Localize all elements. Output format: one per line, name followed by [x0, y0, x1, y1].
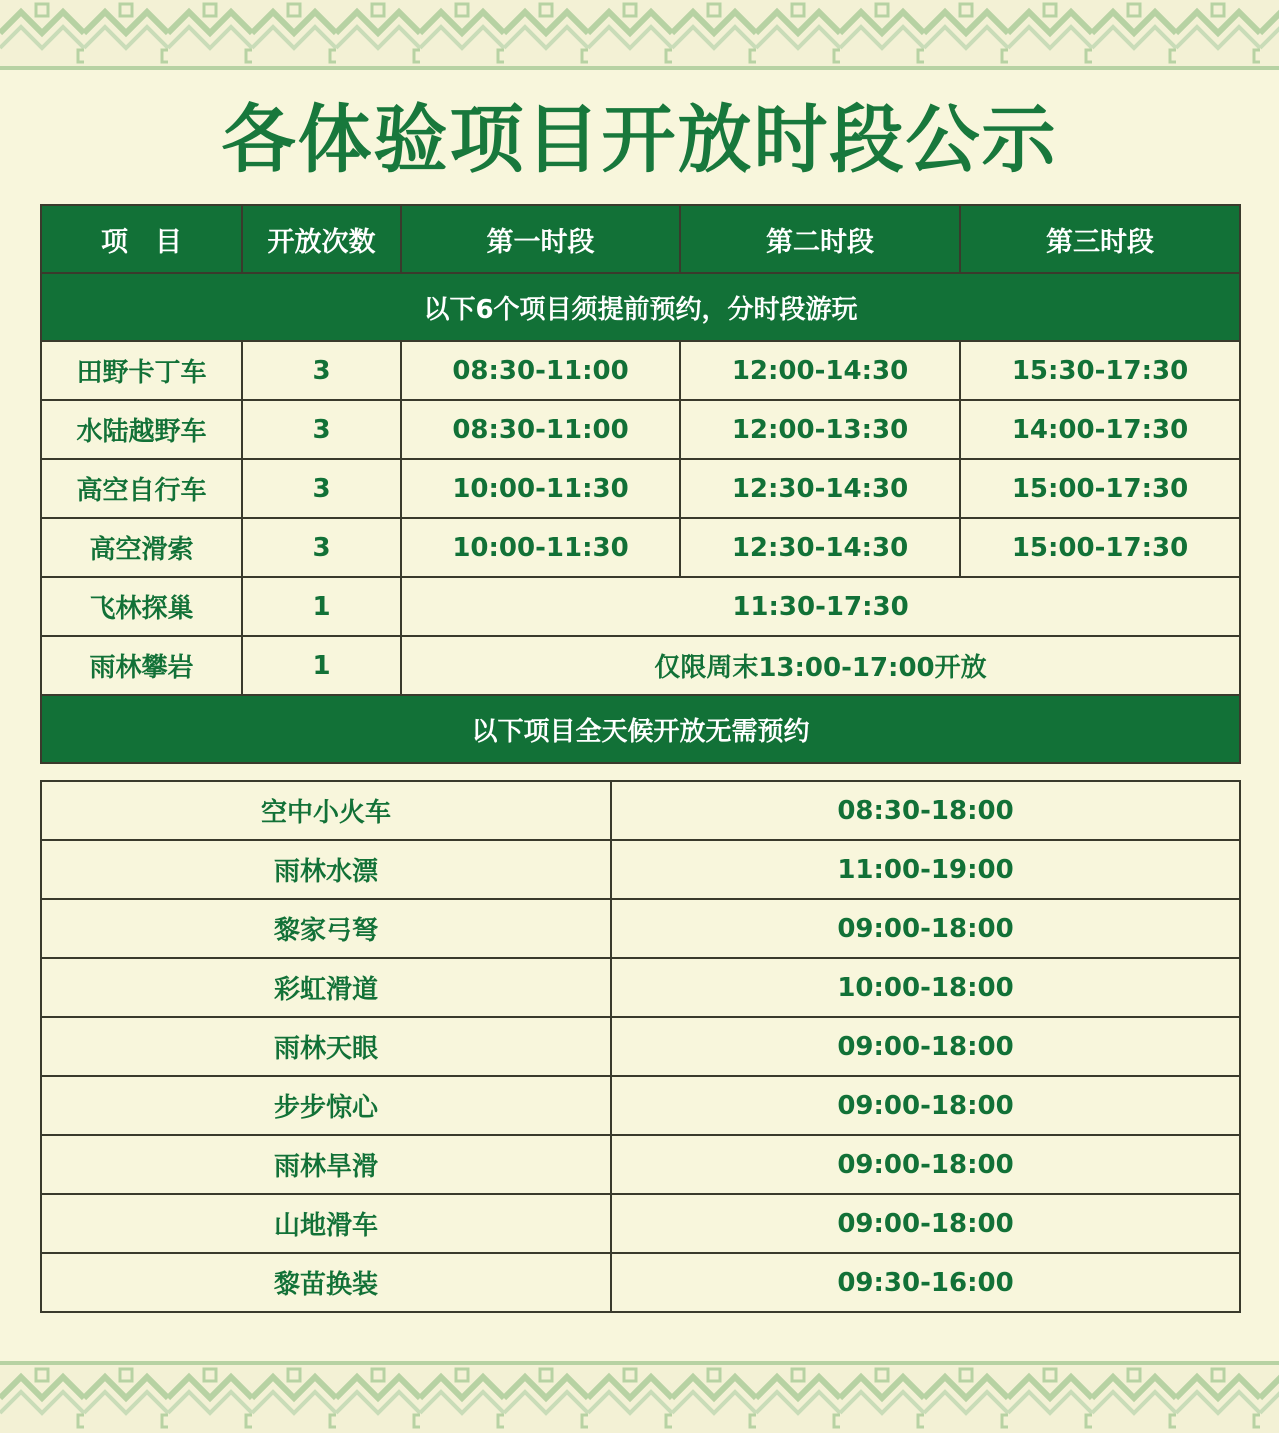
- open-item-hours: 09:00-18:00: [611, 899, 1240, 958]
- bottom-decorative-border: [0, 1361, 1279, 1433]
- header-slot-1: 第一时段: [401, 205, 680, 273]
- table-row: [41, 958, 1240, 1017]
- item-count: 1: [242, 636, 401, 695]
- table-row: [41, 1194, 1240, 1253]
- table-row: [41, 1076, 1240, 1135]
- table-row: [41, 400, 1240, 459]
- item-slot-2: 12:30-14:30: [680, 518, 960, 577]
- item-name: 飞林探巢: [41, 577, 242, 636]
- reservation-band-row: [41, 273, 1240, 341]
- table-row: [41, 1253, 1240, 1312]
- all-day-table: [40, 780, 1241, 1313]
- open-item-hours: 09:00-18:00: [611, 1194, 1240, 1253]
- item-slot-3: 14:00-17:30: [960, 400, 1240, 459]
- item-count: 3: [242, 459, 401, 518]
- reservation-band: 以下6个项目须提前预约，分时段游玩: [41, 273, 1240, 341]
- item-count: 3: [242, 400, 401, 459]
- open-item-name: 彩虹滑道: [41, 958, 611, 1017]
- open-band: 以下项目全天候开放无需预约: [41, 695, 1240, 763]
- pattern-border-icon: [0, 1365, 1279, 1429]
- item-merged-slot: 仅限周末13:00-17:00开放: [401, 636, 1240, 695]
- open-item-name: 山地滑车: [41, 1194, 611, 1253]
- top-decorative-border: [0, 0, 1279, 70]
- table-row: [41, 1017, 1240, 1076]
- open-item-name: 雨林天眼: [41, 1017, 611, 1076]
- item-count: 3: [242, 341, 401, 400]
- item-name: 水陆越野车: [41, 400, 242, 459]
- open-item-hours: 09:30-16:00: [611, 1253, 1240, 1312]
- item-slot-1: 10:00-11:30: [401, 518, 680, 577]
- item-name: 田野卡丁车: [41, 341, 242, 400]
- item-count: 1: [242, 577, 401, 636]
- item-slot-2: 12:00-14:30: [680, 341, 960, 400]
- item-slot-3: 15:00-17:30: [960, 518, 1240, 577]
- item-name: 高空自行车: [41, 459, 242, 518]
- open-item-name: 空中小火车: [41, 781, 611, 840]
- open-item-name: 雨林水漂: [41, 840, 611, 899]
- item-merged-slot: 11:30-17:30: [401, 577, 1240, 636]
- open-item-hours: 09:00-18:00: [611, 1017, 1240, 1076]
- item-slot-3: 15:00-17:30: [960, 459, 1240, 518]
- item-slot-2: 12:30-14:30: [680, 459, 960, 518]
- table-row: [41, 1135, 1240, 1194]
- open-item-hours: 08:30-18:00: [611, 781, 1240, 840]
- item-name: 雨林攀岩: [41, 636, 242, 695]
- header-slot-2: 第二时段: [680, 205, 960, 273]
- open-item-name: 步步惊心: [41, 1076, 611, 1135]
- open-item-name: 黎苗换装: [41, 1253, 611, 1312]
- page-title: 各体验项目开放时段公示: [221, 97, 1058, 183]
- table-row: [41, 577, 1240, 636]
- item-slot-3: 15:30-17:30: [960, 341, 1240, 400]
- table-row: [41, 781, 1240, 840]
- item-slot-2: 12:00-13:30: [680, 400, 960, 459]
- open-item-hours: 09:00-18:00: [611, 1135, 1240, 1194]
- table-row: [41, 341, 1240, 400]
- header-item: 项 目: [41, 205, 242, 273]
- open-item-name: 雨林旱滑: [41, 1135, 611, 1194]
- item-slot-1: 08:30-11:00: [401, 400, 680, 459]
- open-item-hours: 10:00-18:00: [611, 958, 1240, 1017]
- open-item-hours: 09:00-18:00: [611, 1076, 1240, 1135]
- table-row: [41, 459, 1240, 518]
- reservation-schedule-table: [40, 204, 1241, 764]
- item-count: 3: [242, 518, 401, 577]
- open-item-name: 黎家弓弩: [41, 899, 611, 958]
- header-slot-3: 第三时段: [960, 205, 1240, 273]
- table-row: [41, 518, 1240, 577]
- item-slot-1: 10:00-11:30: [401, 459, 680, 518]
- table-row: [41, 840, 1240, 899]
- pattern-border-icon: [0, 0, 1279, 66]
- open-band-row: [41, 695, 1240, 763]
- open-item-hours: 11:00-19:00: [611, 840, 1240, 899]
- item-name: 高空滑索: [41, 518, 242, 577]
- header-count: 开放次数: [242, 205, 401, 273]
- table-header-row: [41, 205, 1240, 273]
- table-row: [41, 899, 1240, 958]
- item-slot-1: 08:30-11:00: [401, 341, 680, 400]
- table-row: [41, 636, 1240, 695]
